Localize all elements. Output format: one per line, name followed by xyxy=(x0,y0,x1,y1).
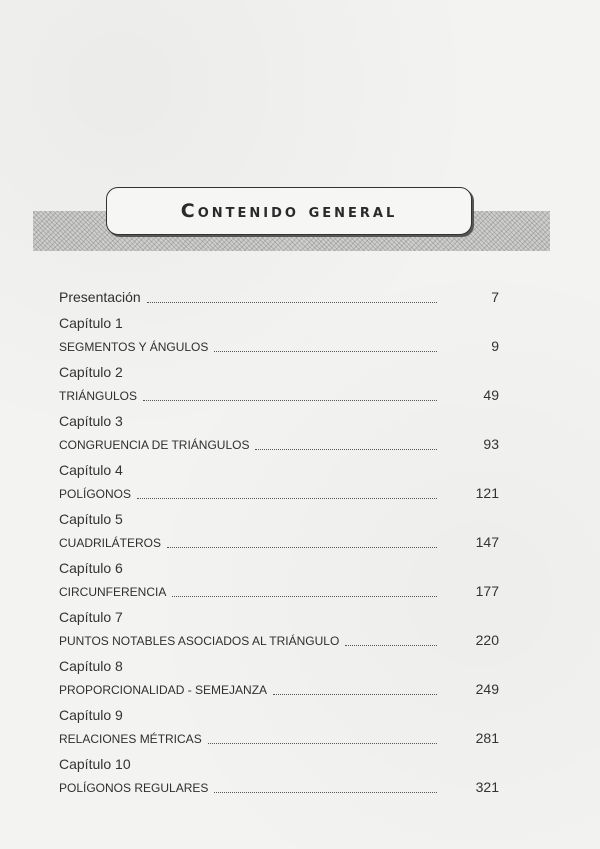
chapter-number: Capítulo 2 xyxy=(59,364,123,380)
toc-entry-chapter-10[interactable] xyxy=(59,775,499,799)
dot-leader xyxy=(214,792,437,793)
chapter-heading-10 xyxy=(59,753,499,775)
chapter-heading-5 xyxy=(59,508,499,530)
toc-page-number: 121 xyxy=(475,485,499,501)
chapter-title: SEGMENTOS Y ÁNGULOS xyxy=(59,340,209,354)
title-frame xyxy=(106,187,472,235)
chapter-number: Capítulo 8 xyxy=(59,658,123,674)
table-of-contents xyxy=(59,285,499,799)
chapter-heading-4 xyxy=(59,459,499,481)
dot-leader xyxy=(143,400,437,401)
dot-leader xyxy=(167,547,437,548)
dot-leader xyxy=(172,596,437,597)
toc-page-number: 147 xyxy=(475,534,499,550)
dot-leader xyxy=(273,694,437,695)
chapter-number: Capítulo 9 xyxy=(59,707,123,723)
chapter-heading-6 xyxy=(59,557,499,579)
toc-entry-presentation[interactable] xyxy=(59,285,499,309)
toc-entry-chapter-4[interactable] xyxy=(59,481,499,505)
chapter-number: Capítulo 4 xyxy=(59,462,123,478)
chapter-title: PROPORCIONALIDAD - SEMEJANZA xyxy=(59,683,268,697)
toc-page-number: 249 xyxy=(475,681,499,697)
dot-leader xyxy=(208,743,437,744)
chapter-number: Capítulo 10 xyxy=(59,756,131,772)
dot-leader xyxy=(147,302,437,303)
dot-leader xyxy=(255,449,437,450)
toc-entry-chapter-3[interactable] xyxy=(59,432,499,456)
toc-page-number: 7 xyxy=(491,289,499,305)
chapter-number: Capítulo 3 xyxy=(59,413,123,429)
chapter-number: Capítulo 7 xyxy=(59,609,123,625)
chapter-list xyxy=(59,312,499,799)
toc-page-number: 220 xyxy=(475,632,499,648)
chapter-heading-1 xyxy=(59,312,499,334)
chapter-title: RELACIONES MÉTRICAS xyxy=(59,732,202,746)
toc-entry-chapter-6[interactable] xyxy=(59,579,499,603)
page-title: Contenido general xyxy=(180,200,398,222)
toc-page-number: 281 xyxy=(475,730,499,746)
chapter-title: TRIÁNGULOS xyxy=(59,389,138,403)
chapter-title: POLÍGONOS REGULARES xyxy=(59,781,209,795)
chapter-heading-9 xyxy=(59,704,499,726)
toc-entry-chapter-2[interactable] xyxy=(59,383,499,407)
chapter-number: Capítulo 1 xyxy=(59,315,123,331)
toc-page-number: 93 xyxy=(483,436,499,452)
toc-entry-label: Presentación xyxy=(59,289,141,305)
chapter-title: CIRCUNFERENCIA xyxy=(59,585,167,599)
chapter-heading-3 xyxy=(59,410,499,432)
toc-entry-chapter-1[interactable] xyxy=(59,334,499,358)
chapter-title: CUADRILÁTEROS xyxy=(59,536,162,550)
dot-leader xyxy=(214,351,437,352)
toc-entry-chapter-9[interactable] xyxy=(59,726,499,750)
dot-leader xyxy=(137,498,437,499)
chapter-heading-2 xyxy=(59,361,499,383)
chapter-title: PUNTOS NOTABLES ASOCIADOS AL TRIÁNGULO xyxy=(59,634,340,648)
chapter-number: Capítulo 6 xyxy=(59,560,123,576)
chapter-title: CONGRUENCIA DE TRIÁNGULOS xyxy=(59,438,250,452)
toc-entry-chapter-8[interactable] xyxy=(59,677,499,701)
toc-page-number: 49 xyxy=(483,387,499,403)
dot-leader xyxy=(345,645,437,646)
chapter-number: Capítulo 5 xyxy=(59,511,123,527)
chapter-heading-8 xyxy=(59,655,499,677)
toc-entry-chapter-7[interactable] xyxy=(59,628,499,652)
toc-page-number: 177 xyxy=(475,583,499,599)
toc-page-number: 9 xyxy=(491,338,499,354)
chapter-heading-7 xyxy=(59,606,499,628)
toc-entry-chapter-5[interactable] xyxy=(59,530,499,554)
toc-page-number: 321 xyxy=(475,779,499,795)
chapter-title: POLÍGONOS xyxy=(59,487,132,501)
